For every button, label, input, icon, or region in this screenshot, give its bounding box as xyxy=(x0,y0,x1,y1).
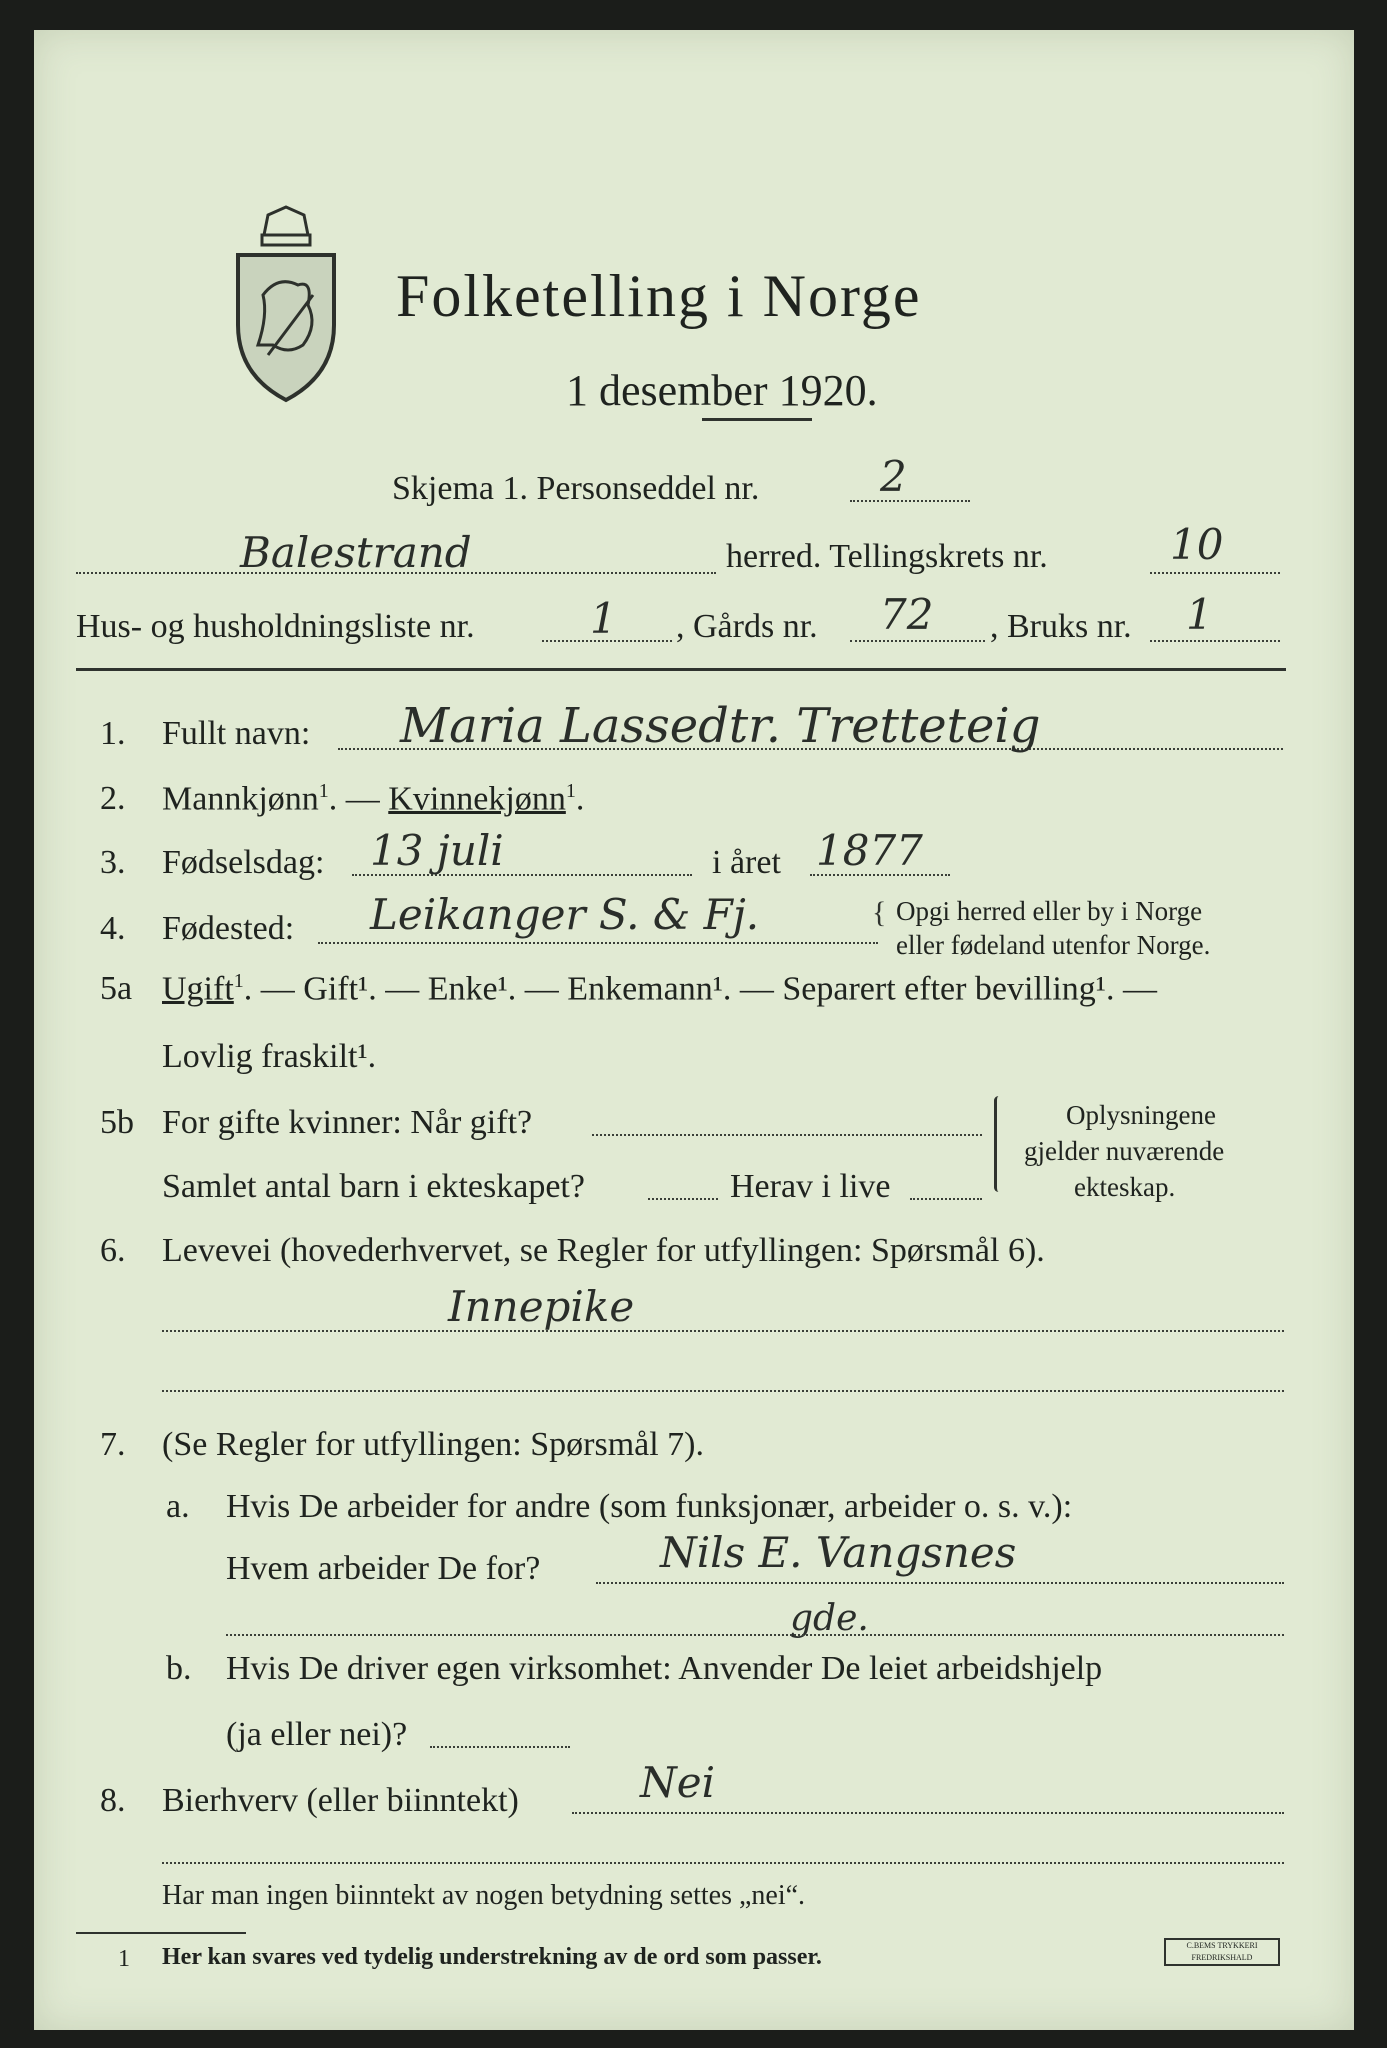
printer-stamp: C.BEMS TRYKKERI FREDRIKSHALD xyxy=(1164,1938,1280,1966)
gards-nr: 72 xyxy=(880,590,934,639)
q7-label: (Se Regler for utfyllingen: Spørsmål 7). xyxy=(162,1426,705,1463)
q1-label: Fullt navn: xyxy=(162,715,311,752)
herred-label: herred. Tellingskrets nr. xyxy=(726,538,1048,575)
q5b-brace xyxy=(994,1096,1003,1192)
q7a-label: Hvis De arbeider for andre (som funksjonær, arbeider o. s. v.): xyxy=(226,1488,1073,1525)
q5a-options: . — Gift¹. — Enke¹. — Enkemann¹. — Separert efter bevilling¹. — xyxy=(243,970,1157,1008)
bruks-nr: 1 xyxy=(1186,590,1213,639)
skjema-label: Skjema 1. Personseddel nr. xyxy=(392,470,760,507)
q5a-label: Ugift$^1$. — Gift¹. — Enke¹. — Enkemann¹. — Separert efter bevilling¹. — xyxy=(162,970,1157,1008)
q3-label: Fødselsdag: xyxy=(162,844,325,881)
q2-male: Mannkjønn xyxy=(162,780,319,818)
census-date: 1 desember 1920. xyxy=(566,366,878,415)
q3-birth-year: 1877 xyxy=(816,826,923,875)
q2-label: Mannkjønn$^1$. — Kvinnekjønn$^1$. xyxy=(162,780,585,818)
q8-label: Bierhverv (eller biinntekt) xyxy=(162,1782,519,1819)
q5b-note-1: Oplysningene xyxy=(1066,1100,1216,1130)
q3-year-label: i året xyxy=(712,844,781,881)
q7-number: 7. xyxy=(100,1426,126,1463)
footnote-mark: 1 xyxy=(118,1946,130,1972)
q2-female: Kvinnekjønn xyxy=(388,780,566,818)
form-title: Folketelling i Norge xyxy=(396,263,922,329)
q1-number: 1. xyxy=(100,715,126,752)
footnote: Her kan svares ved tydelig understrekning av de ord som passer. xyxy=(162,1944,822,1970)
q5a-line2: Lovlig fraskilt¹. xyxy=(162,1038,377,1075)
q5b-note-3: ekteskap. xyxy=(1074,1172,1176,1202)
q3-birthday: 13 juli xyxy=(370,826,504,875)
q5a-number: 5a xyxy=(100,970,133,1007)
gards-label: , Gårds nr. xyxy=(676,608,818,645)
q3-number: 3. xyxy=(100,844,126,881)
q5b-label-1: For gifte kvinner: Når gift? xyxy=(162,1104,533,1141)
q4-note-2: eller fødeland utenfor Norge. xyxy=(896,930,1211,960)
q5b-number: 5b xyxy=(100,1104,134,1141)
tellingskrets-nr: 10 xyxy=(1170,520,1224,569)
q8-side-income: Nei xyxy=(640,1758,716,1807)
q4-brace: { xyxy=(872,896,887,929)
q7a-employer: Nils E. Vangsnes xyxy=(660,1528,1017,1577)
q5a-ugift: Ugift xyxy=(162,970,234,1008)
q5b-label-3: Herav i live xyxy=(730,1168,891,1205)
q7a-employer-2: gde. xyxy=(790,1598,869,1639)
personseddel-nr: 2 xyxy=(880,452,907,501)
q7a-label-2: Hvem arbeider De for? xyxy=(226,1550,541,1587)
q5b-label-2: Samlet antal barn i ekteskapet? xyxy=(162,1168,585,1205)
footnote-rule xyxy=(76,1932,246,1934)
q6-label: Levevei (hovederhvervet, se Regler for utfyllingen: Spørsmål 6). xyxy=(162,1232,1045,1269)
q5b-note-2: gjelder nuværende xyxy=(1024,1136,1225,1166)
section-divider xyxy=(76,668,1286,671)
q7b-label: Hvis De driver egen virksomhet: Anvender De leiet arbeidshjelp xyxy=(226,1650,1103,1687)
herred-value: Balestrand xyxy=(240,528,472,577)
hus-label: Hus- og husholdningsliste nr. xyxy=(76,608,475,645)
coat-of-arms-icon xyxy=(228,205,344,405)
q6-number: 6. xyxy=(100,1232,126,1269)
q7a-letter: a. xyxy=(166,1488,190,1525)
q4-birthplace: Leikanger S. & Fj. xyxy=(370,890,760,939)
q7b-label-2: (ja eller nei)? xyxy=(226,1716,408,1753)
q4-number: 4. xyxy=(100,910,126,947)
bruks-label: , Bruks nr. xyxy=(990,608,1132,645)
q6-occupation: Innepike xyxy=(448,1282,635,1331)
title-divider xyxy=(702,418,812,421)
q7b-letter: b. xyxy=(166,1650,192,1687)
q8-number: 8. xyxy=(100,1782,126,1819)
q2-separator: . — xyxy=(328,780,389,818)
q1-full-name: Maria Lassedtr. Tretteteig xyxy=(400,698,1041,754)
q4-label: Fødested: xyxy=(162,910,295,947)
nei-note: Har man ingen biinntekt av nogen betydning settes „nei“. xyxy=(162,1880,806,1911)
q2-number: 2. xyxy=(100,780,126,817)
hus-nr: 1 xyxy=(590,594,617,643)
q4-note-1: Opgi herred eller by i Norge xyxy=(896,896,1203,926)
